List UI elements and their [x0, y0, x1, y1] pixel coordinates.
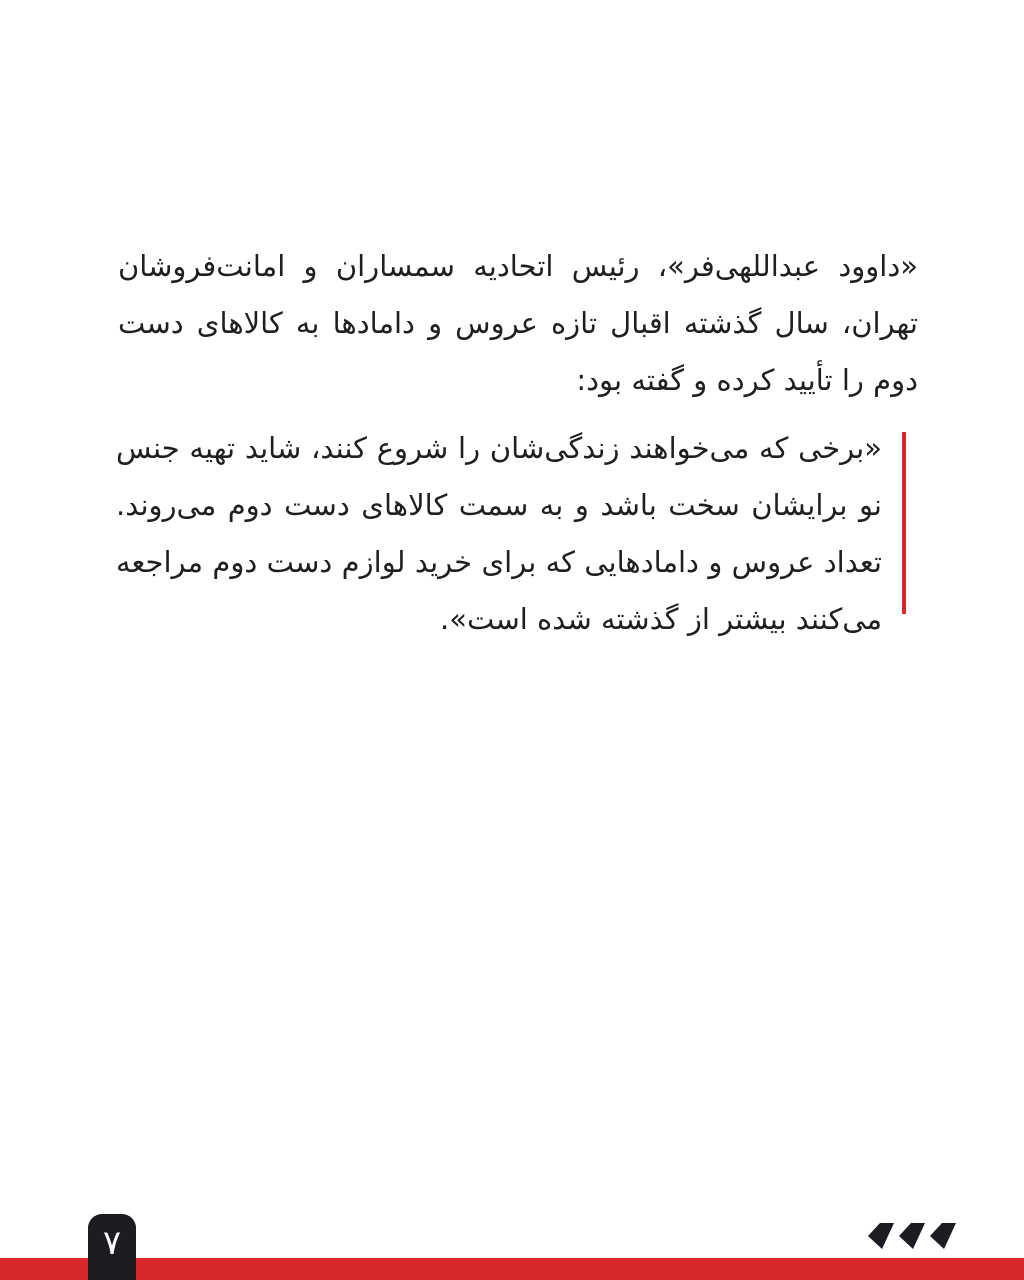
three-diamonds-logo-icon [866, 1220, 960, 1252]
quote-text: «برخی که می‌خواهند زندگی‌شان را شروع کنند، شاید تهیه جنس نو برایشان سخت باشد و به سمت کالاهای دست دوم می‌روند. تعداد عروس و دامادهایی که برای خرید لوازم دست دوم مراجعه می‌کنند بیشتر از گذشته شده است». [116, 431, 882, 636]
footer-accent-bar [0, 1258, 1024, 1280]
quote-block [116, 420, 906, 648]
intro-paragraph: «داوود عبداللهی‌فر»، رئیس اتحادیه سمساران و امانت‌فروشان تهران، سال گذشته اقبال تازه عروس و دامادها به کالاهای دست دوم را تأیید کرده و گفته بود: [118, 249, 918, 397]
page-number: ۷ [88, 1214, 136, 1280]
quote-accent-bar [902, 432, 906, 614]
